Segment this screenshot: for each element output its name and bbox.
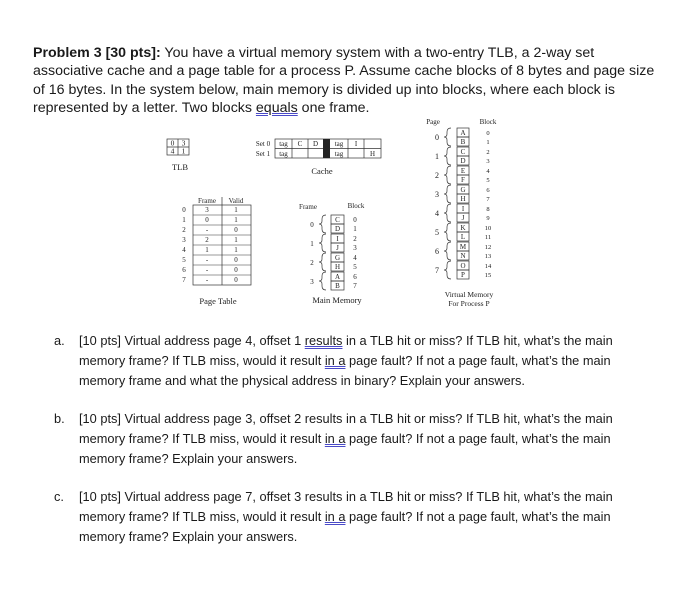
page-table-valid: 1 <box>234 216 238 224</box>
page-table <box>182 197 251 306</box>
question-c <box>54 487 654 547</box>
cache-block: I <box>354 140 358 148</box>
virtual-memory-block-letter: J <box>461 214 465 222</box>
problem-text-b: one frame. <box>297 99 370 116</box>
underlined-word: results <box>304 333 343 348</box>
virtual-memory-block-number: 0 <box>486 130 490 137</box>
virtual-memory-block-letter: F <box>461 176 465 184</box>
question-label: b. <box>54 411 65 426</box>
page-table-frame: 1 <box>205 246 209 254</box>
cache-label: Cache <box>311 166 333 176</box>
tlb-cell: 1 <box>181 146 186 156</box>
tlb-cell: 4 <box>170 146 175 156</box>
page-table-valid: 1 <box>234 246 238 254</box>
cache-block: D <box>312 140 319 148</box>
page-table-frame: 2 <box>205 236 209 244</box>
virtual-memory-block-letter: D <box>460 157 466 165</box>
virtual-memory-block-number: 2 <box>486 149 490 156</box>
virtual-memory-header-block: Block <box>479 118 497 126</box>
page-table-label: Page Table <box>199 296 237 306</box>
main-memory-block-number: 5 <box>353 263 357 271</box>
main-memory-block-number: 3 <box>353 244 357 252</box>
virtual-memory-block-number: 4 <box>486 168 490 175</box>
main-memory-block-letter: I <box>336 235 339 243</box>
main-memory-block-number: 7 <box>353 282 357 290</box>
brace <box>444 147 451 165</box>
tlb-cell: 3 <box>181 138 186 148</box>
question-a <box>54 331 654 391</box>
question-text: [10 pts] Virtual address page 3, offset 2 results in a TLB hit or miss? If TLB hit, what’s the main memory frame? If TLB miss, would it result <box>79 411 613 446</box>
main-memory-block-number: 6 <box>353 273 357 281</box>
page-table-index: 4 <box>182 246 186 254</box>
virtual-memory-block-letter: O <box>460 262 466 270</box>
page-table-frame: 3 <box>205 206 209 214</box>
brace <box>444 128 451 146</box>
cache-set-name: Set 0 <box>255 140 271 148</box>
problem-text-a: You have a virtual memory system with a two-entry TLB, a 2-way set associative cache and a page table for a process P. Assume cache blocks of 8 bytes and page size of 16 bytes. In the system below, main memory is divided up into blocks, where each block is represented by a letter. Two blocks <box>33 45 655 116</box>
main-memory-block-letter: C <box>335 216 340 224</box>
main-memory <box>299 202 365 305</box>
main-memory-label: Main Memory <box>312 295 362 305</box>
virtual-memory-block-letter: C <box>460 148 466 156</box>
page-table-index: 0 <box>182 206 186 214</box>
virtual-memory-block-number: 11 <box>484 234 492 241</box>
page-table-frame: - <box>205 226 209 234</box>
virtual-memory-page: 3 <box>435 190 439 199</box>
tlb-cell: 0 <box>170 138 175 148</box>
virtual-memory-block-number: 7 <box>486 196 490 203</box>
virtual-memory-block-letter: L <box>460 233 466 241</box>
tlb-label: TLB <box>171 162 189 172</box>
page-table-index: 6 <box>182 266 186 274</box>
virtual-memory-block-number: 13 <box>484 253 492 260</box>
virtual-memory-label-2: For Process P <box>448 299 490 308</box>
question-label: a. <box>54 333 65 348</box>
page-table-valid: 0 <box>234 226 238 234</box>
virtual-memory-block-number: 8 <box>486 206 490 213</box>
cache-block: H <box>369 150 376 158</box>
page-table-frame: 0 <box>205 216 209 224</box>
main-memory-header-block: Block <box>347 202 365 210</box>
underlined-word: in a <box>324 353 346 368</box>
brace <box>444 166 451 184</box>
brace <box>444 185 451 203</box>
virtual-memory-block-letter: H <box>460 195 466 203</box>
virtual-memory-page: 4 <box>435 209 439 218</box>
question-text: [10 pts] Virtual address page 4, offset 1 <box>79 333 305 348</box>
virtual-memory-block-letter: A <box>460 129 466 137</box>
main-memory-frame: 3 <box>310 278 314 286</box>
page-table-valid: 0 <box>234 266 238 274</box>
virtual-memory-block-letter: N <box>460 252 466 260</box>
equals-word: equals <box>255 99 298 116</box>
page-table-frame: - <box>205 276 209 284</box>
virtual-memory-page: 2 <box>435 171 439 180</box>
virtual-memory-block-letter: B <box>460 138 466 146</box>
virtual-memory-block-letter: E <box>460 167 466 175</box>
underlined-word: in a <box>324 509 346 524</box>
main-memory-block-number: 1 <box>353 225 357 233</box>
virtual-memory-block-number: 3 <box>486 158 490 165</box>
virtual-memory-block-number: 5 <box>486 177 490 184</box>
problem-points: [30 pts]: <box>105 45 161 61</box>
main-memory-block-letter: A <box>334 273 341 281</box>
main-memory-block-letter: H <box>334 263 341 271</box>
brace <box>444 242 451 260</box>
brace <box>319 272 326 290</box>
page-table-valid: 1 <box>234 236 238 244</box>
main-memory-frame: 1 <box>310 240 314 248</box>
brace <box>319 253 326 271</box>
tlb-table <box>167 139 189 173</box>
virtual-memory-block-number: 14 <box>484 263 492 270</box>
virtual-memory-page: 0 <box>435 133 439 142</box>
page-table-header-valid: Valid <box>228 197 244 205</box>
main-memory-block-number: 2 <box>353 235 357 243</box>
page-table-index: 3 <box>182 236 186 244</box>
virtual-memory-block-number: 1 <box>486 139 490 146</box>
main-memory-block-letter: D <box>334 225 341 233</box>
main-memory-frame: 0 <box>310 221 314 229</box>
underlined-word: in a <box>324 431 346 446</box>
virtual-memory-page: 6 <box>435 247 439 256</box>
virtual-memory <box>426 118 497 308</box>
page-table-index: 7 <box>182 276 186 284</box>
main-memory-block-number: 0 <box>353 216 357 224</box>
question-text: page fault? If not a page fault, what’s the main memory frame? Explain your answers. <box>79 431 611 466</box>
cache-tag: tag <box>334 140 344 148</box>
virtual-memory-page: 7 <box>435 266 439 275</box>
page-table-valid: 1 <box>234 206 238 214</box>
main-memory-header-frame: Frame <box>299 203 317 211</box>
page-table-frame: - <box>205 256 209 264</box>
cache-table <box>256 139 381 176</box>
virtual-memory-block-letter: P <box>461 271 465 279</box>
question-text: page fault? If not a page fault, what’s the main memory frame and what the physical address in binary? Explain your answers. <box>79 353 611 388</box>
virtual-memory-header-page: Page <box>426 118 440 126</box>
virtual-memory-block-number: 6 <box>486 187 490 194</box>
main-memory-block-letter: G <box>334 254 341 262</box>
page-table-index: 2 <box>182 226 186 234</box>
virtual-memory-block-number: 15 <box>484 272 492 279</box>
virtual-memory-block-number: 12 <box>484 244 492 251</box>
cache-set-name: Set 1 <box>255 150 271 158</box>
page-table-valid: 0 <box>234 256 238 264</box>
brace <box>444 261 451 279</box>
page-table-frame: - <box>205 266 209 274</box>
main-memory-block-number: 4 <box>353 254 357 262</box>
question-text: page fault? If not a page fault, what’s the main memory frame? Explain your answers. <box>79 509 611 544</box>
brace <box>444 204 451 222</box>
virtual-memory-page: 5 <box>435 228 439 237</box>
virtual-memory-block-letter: I <box>461 205 465 213</box>
question-label: c. <box>54 489 64 504</box>
brace <box>319 234 326 252</box>
brace <box>444 223 451 241</box>
problem-heading: Problem 3 <box>33 45 102 61</box>
virtual-memory-block-letter: G <box>460 186 466 194</box>
page-table-header-frame: Frame <box>198 197 216 205</box>
main-memory-frame: 2 <box>310 259 314 267</box>
question-text: in a TLB hit or miss? If TLB hit, what’s the main memory frame? If TLB miss, would it result <box>79 333 613 368</box>
main-memory-block-letter: B <box>335 282 340 290</box>
page-table-index: 1 <box>182 216 186 224</box>
cache-tag: tag <box>279 150 288 158</box>
cache-tag: tag <box>334 150 344 158</box>
page-table-index: 5 <box>182 256 186 264</box>
cache-tag: tag <box>279 140 288 148</box>
virtual-memory-block-letter: M <box>459 243 467 251</box>
virtual-memory-block-number: 9 <box>486 215 490 222</box>
virtual-memory-block-letter: K <box>460 224 466 232</box>
virtual-memory-block-number: 10 <box>484 225 492 232</box>
question-b <box>54 409 654 469</box>
main-memory-block-letter: J <box>336 244 339 252</box>
brace <box>319 215 326 233</box>
question-text: [10 pts] Virtual address page 7, offset 3 results in a TLB hit or miss? If TLB hit, what’s the main memory frame? If TLB miss, would it result <box>79 489 613 524</box>
page-table-valid: 0 <box>234 276 238 284</box>
virtual-memory-page: 1 <box>435 152 439 161</box>
virtual-memory-label-1: Virtual Memory <box>444 290 494 299</box>
cache-block: C <box>297 140 303 148</box>
